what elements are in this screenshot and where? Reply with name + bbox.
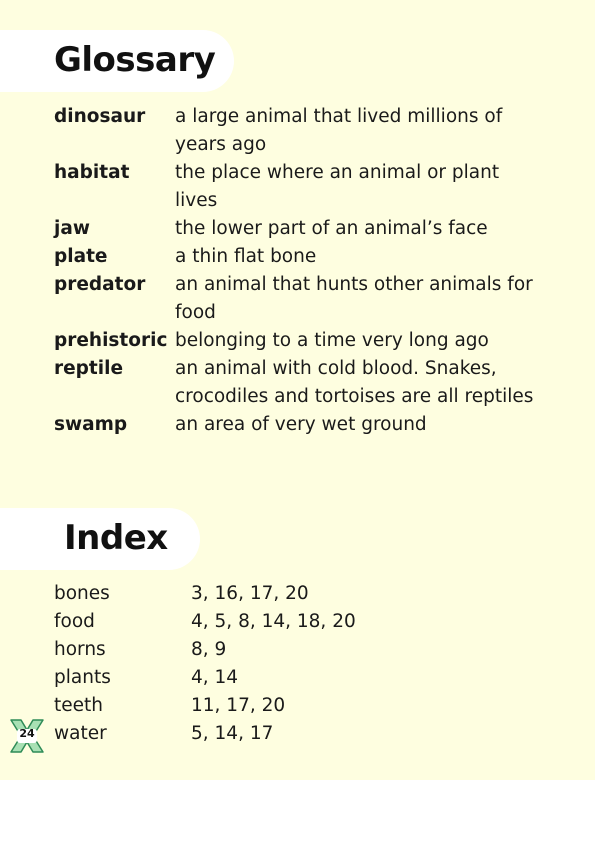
index-pages: 4, 14 bbox=[191, 667, 239, 688]
index-list bbox=[54, 580, 474, 748]
glossary-term: plate bbox=[54, 246, 108, 267]
index-entry bbox=[54, 608, 474, 636]
index-entry bbox=[54, 580, 474, 608]
index-entry bbox=[54, 692, 474, 720]
index-pages: 8, 9 bbox=[191, 639, 227, 660]
index-pages: 4, 5, 8, 14, 18, 20 bbox=[191, 611, 356, 632]
glossary-term: prehistoric bbox=[54, 330, 168, 351]
glossary-list bbox=[54, 103, 534, 439]
glossary-entry bbox=[54, 411, 534, 439]
glossary-definition: the place where an animal or plant lives bbox=[175, 162, 500, 211]
glossary-term: jaw bbox=[54, 218, 90, 239]
glossary-term: dinosaur bbox=[54, 106, 146, 127]
index-pages: 11, 17, 20 bbox=[191, 695, 286, 716]
glossary-definition: the lower part of an animal’s face bbox=[175, 218, 488, 239]
glossary-term: reptile bbox=[54, 358, 123, 379]
glossary-definition: belonging to a time very long ago bbox=[175, 330, 489, 351]
index-term: water bbox=[54, 723, 107, 744]
glossary-term: habitat bbox=[54, 162, 130, 183]
index-entry bbox=[54, 664, 474, 692]
index-pages: 5, 14, 17 bbox=[191, 723, 274, 744]
index-title: Index bbox=[64, 518, 168, 558]
glossary-definition: a thin flat bone bbox=[175, 246, 317, 267]
glossary-entry bbox=[54, 215, 534, 243]
glossary-entry bbox=[54, 103, 534, 159]
glossary-entry bbox=[54, 159, 534, 215]
glossary-definition: an animal that hunts other animals for food bbox=[175, 274, 533, 323]
glossary-entry bbox=[54, 355, 534, 411]
index-entry bbox=[54, 636, 474, 664]
index-term: bones bbox=[54, 583, 110, 604]
glossary-entry bbox=[54, 243, 534, 271]
glossary-term: predator bbox=[54, 274, 146, 295]
glossary-definition: a large animal that lived millions of years ago bbox=[175, 106, 503, 155]
glossary-definition: an area of very wet ground bbox=[175, 414, 427, 435]
index-term: teeth bbox=[54, 695, 103, 716]
index-entry bbox=[54, 720, 474, 748]
page-number: 24 bbox=[19, 727, 35, 740]
glossary-definition: an animal with cold blood. Snakes, crocodiles and tortoises are all reptiles bbox=[175, 358, 534, 407]
index-term: plants bbox=[54, 667, 111, 688]
glossary-term: swamp bbox=[54, 414, 128, 435]
glossary-entry bbox=[54, 271, 534, 327]
index-term: food bbox=[54, 611, 95, 632]
index-term: horns bbox=[54, 639, 106, 660]
index-pages: 3, 16, 17, 20 bbox=[191, 583, 309, 604]
glossary-title: Glossary bbox=[54, 40, 216, 80]
glossary-entry bbox=[54, 327, 534, 355]
